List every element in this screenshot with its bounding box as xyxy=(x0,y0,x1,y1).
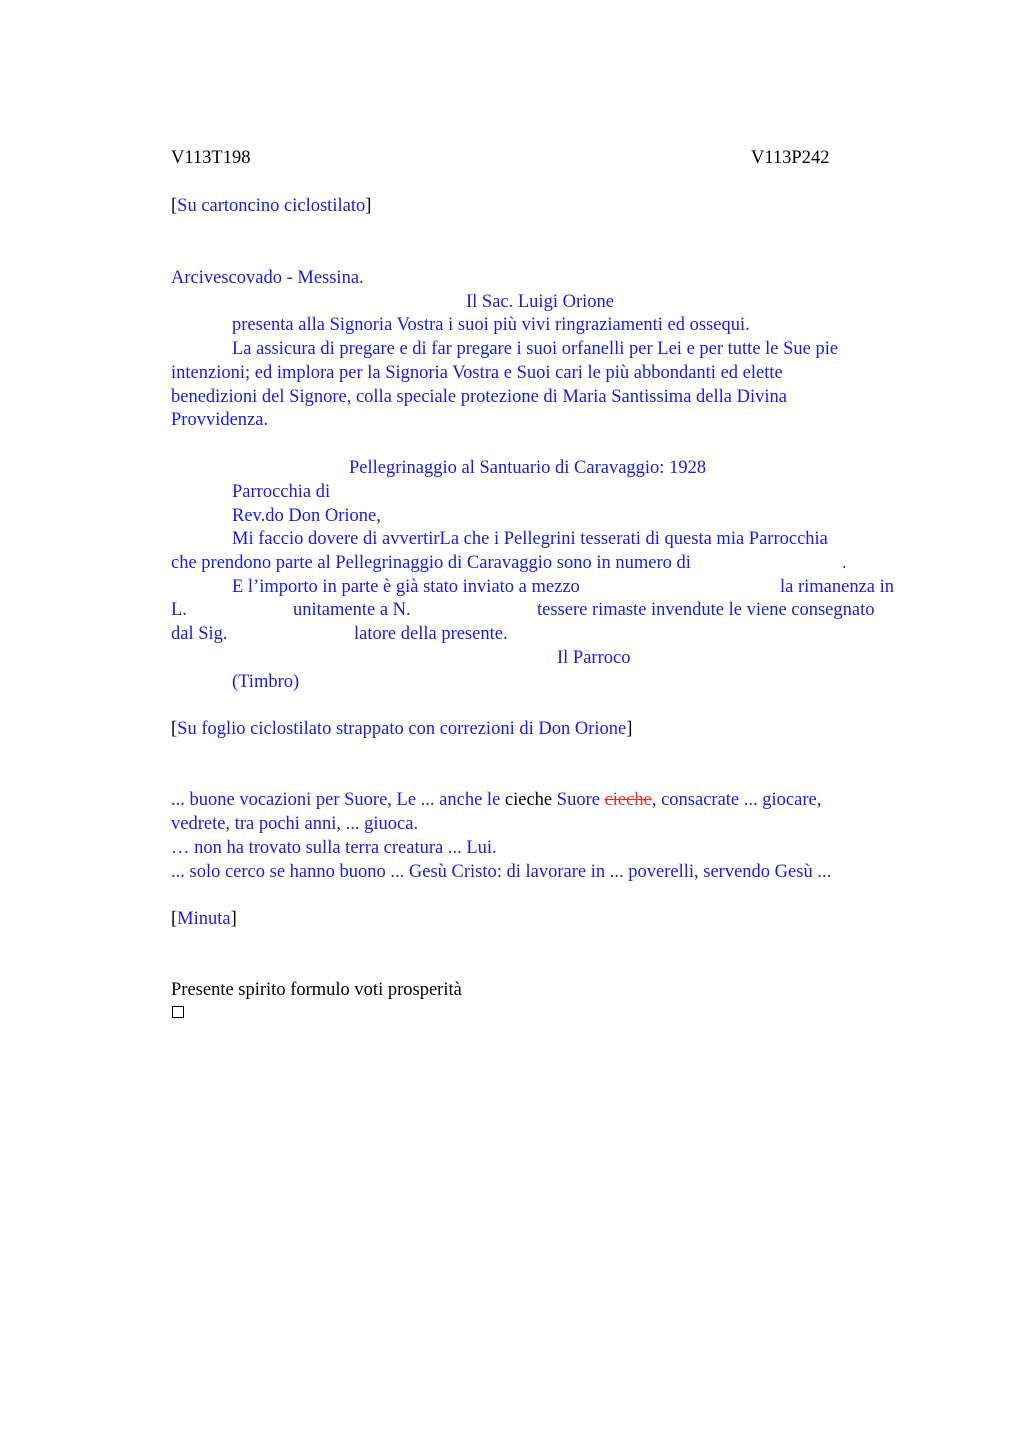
pilgrimage-para-4c: tessere rimaste invendute le viene consegnato xyxy=(537,600,875,620)
signature-line: Il Parroco xyxy=(557,648,631,668)
bracket-close: ] xyxy=(230,909,237,929)
note-text: Su foglio ciclostilato strappato con correzioni di Don Orione xyxy=(177,719,627,739)
draft-line-1: Presente spirito formulo voti prosperità xyxy=(171,980,462,1000)
para-1-part-a: Mi faccio dovere di avvertir xyxy=(232,529,440,549)
card-line-2: Il Sac. Luigi Orione xyxy=(466,292,614,312)
card-line-5: intenzioni; ed implora per la Signoria Vostra e Suoi cari le più abbondanti ed elette xyxy=(171,363,783,383)
card-line-7: Provvidenza. xyxy=(171,410,269,430)
fragment-line-3: … non ha trovato sulla terra creatura ... Lui. xyxy=(171,838,497,858)
section-note-draft xyxy=(171,907,237,931)
pilgrimage-para-2b: . xyxy=(842,553,847,573)
pilgrimage-para-3a: E l’importo in parte è già stato inviato a mezzo xyxy=(232,577,580,597)
para-1-part-b: La che i Pellegrini tesserati di questa mia Parrocchia xyxy=(439,529,828,549)
pilgrimage-para-4a: L. xyxy=(171,600,187,620)
note-text: Su cartoncino ciclostilato xyxy=(177,196,366,216)
bracket-close: ] xyxy=(365,196,372,216)
fragment-text: Suore xyxy=(552,790,605,810)
fragment-text: , consacrate ... giocare, xyxy=(651,790,822,810)
bracket-open: [ xyxy=(171,909,178,929)
correction-deletion: cieche xyxy=(604,790,652,810)
fragment-line-2: vedrete, tra pochi anni, ... giuoca. xyxy=(171,814,419,834)
left-code: V113T198 xyxy=(171,148,251,168)
greeting-line: Rev.do Don Orione, xyxy=(232,506,381,526)
section-note-torn-sheet xyxy=(171,717,632,741)
card-line-6: benedizioni del Signore, colla speciale protezione di Maria Santissima della Divina xyxy=(171,387,787,407)
card-line-1: Arcivescovado - Messina. xyxy=(171,268,364,288)
pilgrimage-para-2a: che prendono parte al Pellegrinaggio di Caravaggio sono in numero di xyxy=(171,553,691,573)
pilgrimage-title: Pellegrinaggio al Santuario di Caravaggio: 1928 xyxy=(349,458,707,478)
checkbox-square xyxy=(172,1006,184,1018)
bracket-close: ] xyxy=(626,719,633,739)
card-line-3: presenta alla Signoria Vostra i suoi più vivi ringraziamenti ed ossequi. xyxy=(232,315,750,335)
pilgrimage-para-3b: la rimanenza in xyxy=(780,577,895,597)
correction-insert: cieche xyxy=(504,790,553,810)
fragment-line-4: ... solo cerco se hanno buono ... Gesù Cristo: di lavorare in ... poverelli, servendo Gesù ... xyxy=(171,862,832,882)
parish-line: Parrocchia di xyxy=(232,482,331,502)
pilgrimage-para-5a: dal Sig. xyxy=(171,624,228,644)
right-code: V113P242 xyxy=(751,148,830,168)
pilgrimage-para-4b: unitamente a N. xyxy=(293,600,411,620)
pilgrimage-para-5b: latore della presente. xyxy=(354,624,508,644)
note-text: Minuta xyxy=(177,909,231,929)
fragment-text: ... buone vocazioni per Suore, Le ... anche le xyxy=(171,790,505,810)
card-line-4: La assicura di pregare e di far pregare i suoi orfanelli per Lei e per tutte le Sue pie xyxy=(232,339,839,359)
pilgrimage-para-1 xyxy=(232,527,828,551)
bracket-open: [ xyxy=(171,196,178,216)
bracket-open: [ xyxy=(171,719,178,739)
fragment-line-1 xyxy=(171,788,821,812)
stamp-line: (Timbro) xyxy=(232,672,300,692)
section-note-cardboard xyxy=(171,194,371,218)
